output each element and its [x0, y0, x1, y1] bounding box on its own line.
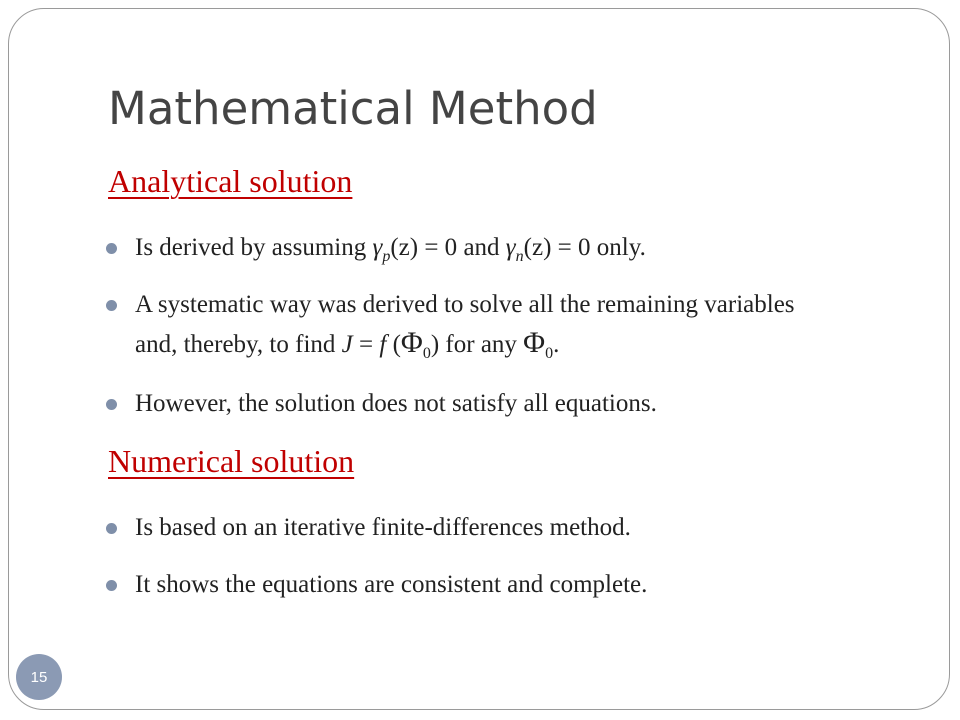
bullet-dot-icon: [106, 300, 117, 311]
page-number-badge: 15: [16, 654, 62, 700]
bullet-text: However, the solution does not satisfy all equations.: [135, 390, 657, 417]
conjunction: and: [457, 234, 506, 261]
bullet-dot-icon: [106, 523, 117, 534]
bullet-dot-icon: [106, 399, 117, 410]
slide-title: Mathematical Method: [108, 82, 598, 135]
bullet-item: [106, 286, 836, 373]
subscript-p: p: [382, 248, 391, 265]
equation-part: (z) = 0: [523, 234, 591, 261]
phi-symbol: Φ: [400, 326, 423, 359]
formula-open-paren: (: [386, 331, 401, 358]
bullet-text-pre: Is derived by assuming: [135, 234, 373, 261]
bullet-item: [106, 229, 836, 276]
subscript-zero: 0: [545, 345, 554, 362]
formula-f: f: [379, 331, 387, 358]
bullet-dot-icon: [106, 243, 117, 254]
gamma-symbol: γ: [505, 234, 516, 261]
bullet-text-post: only.: [590, 234, 646, 261]
formula-close-paren: ): [430, 331, 440, 358]
bullet-text-post: .: [553, 331, 560, 358]
subscript-zero: 0: [422, 345, 431, 362]
section-heading-analytical: Analytical solution: [108, 163, 353, 199]
bullet-text-mid: for any: [439, 331, 524, 358]
bullet-dot-icon: [106, 580, 117, 591]
formula-j: J: [341, 331, 353, 358]
bullet-item: [106, 385, 836, 423]
section-heading-numerical: Numerical solution: [108, 443, 355, 479]
formula-equals: =: [352, 331, 380, 358]
bullet-item: [106, 566, 836, 604]
bullet-text-pre: A systematic way was derived to solve all the remaining variables and, thereby, to find: [135, 291, 795, 358]
bullet-text: Is based on an iterative finite-differences method.: [135, 514, 631, 541]
equation-part: (z) = 0: [390, 234, 458, 261]
bullet-text: [135, 229, 836, 276]
bullet-item: [106, 509, 836, 547]
bullet-text: [135, 286, 836, 373]
phi-symbol: Φ: [523, 326, 546, 359]
gamma-symbol: γ: [372, 234, 383, 261]
subscript-n: n: [515, 248, 524, 265]
bullet-text: It shows the equations are consistent and complete.: [135, 571, 648, 598]
